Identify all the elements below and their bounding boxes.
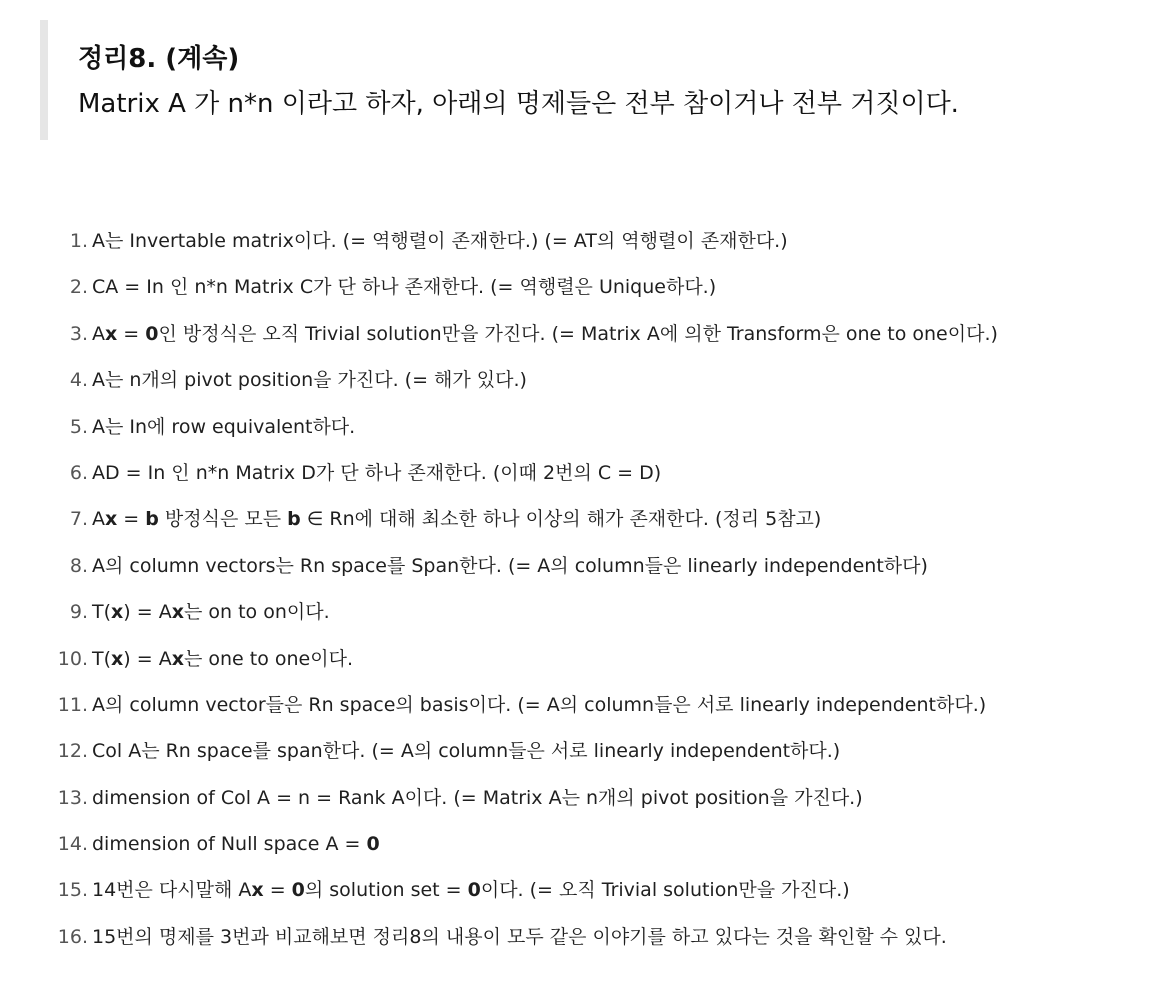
list-item-text <box>92 404 355 450</box>
text-segment: T( <box>92 601 112 624</box>
list-item <box>0 821 1154 867</box>
list-item-text <box>92 357 527 403</box>
list-item-number: 8. <box>69 554 88 577</box>
list-item-number: 3. <box>69 322 88 345</box>
text-segment: ) = A <box>123 601 172 624</box>
text-segment: ∈ Rn에 대해 최소한 하나 이상의 해가 존재한다. (정리 5참고) <box>300 508 822 531</box>
list-item <box>0 357 1154 403</box>
bold-symbol: x <box>111 647 124 670</box>
list-item-number: 14. <box>57 833 88 856</box>
list-item <box>0 636 1154 682</box>
list-item <box>0 218 1154 264</box>
list-item <box>0 264 1154 310</box>
bold-symbol: b <box>287 508 301 531</box>
list-item-number: 2. <box>69 276 88 299</box>
list-item-number: 5. <box>69 415 88 438</box>
text-segment: ) = A <box>123 647 172 670</box>
list-item-text <box>92 450 661 496</box>
proposition-list <box>0 218 1154 960</box>
text-segment: 이다. (= 오직 Trivial solution만을 가진다.) <box>480 879 850 902</box>
text-segment: T( <box>92 647 112 670</box>
list-item-number: 4. <box>69 369 88 392</box>
bold-symbol: 0 <box>291 879 305 902</box>
bold-symbol: x <box>111 601 124 624</box>
list-item-number: 7. <box>69 508 88 531</box>
list-item-number: 13. <box>57 786 88 809</box>
text-segment: AD = In 인 n*n Matrix D가 단 하나 존재한다. (이때 2번의 C = D) <box>92 461 662 484</box>
theorem-blockquote <box>40 20 1100 140</box>
text-segment: Col A는 Rn space를 span한다. (= A의 column들은 서로 linearly independent하다.) <box>92 740 841 763</box>
list-item-text <box>92 636 353 682</box>
list-item-number: 15. <box>57 879 88 902</box>
bold-symbol: 0 <box>145 322 159 345</box>
text-segment: A의 column vector들은 Rn space의 basis이다. (= A의 column들은 서로 linearly independent하다.) <box>92 693 987 716</box>
text-segment: = <box>263 879 292 902</box>
text-segment: 는 one to one이다. <box>183 647 353 670</box>
list-item-text <box>92 821 380 867</box>
text-segment: 방정식은 모든 <box>158 508 288 531</box>
list-item-text <box>92 218 788 264</box>
list-item <box>0 589 1154 635</box>
text-segment: 의 solution set = <box>304 879 468 902</box>
list-item-text <box>92 775 863 821</box>
bold-symbol: x <box>171 647 184 670</box>
list-item <box>0 496 1154 542</box>
list-item-number: 11. <box>57 693 88 716</box>
bold-symbol: x <box>251 879 264 902</box>
text-segment: 는 on to on이다. <box>183 601 330 624</box>
list-item-text <box>92 728 840 774</box>
text-segment: A는 n개의 pivot position을 가진다. (= 해가 있다.) <box>92 369 527 392</box>
bold-symbol: x <box>105 322 118 345</box>
list-item-text <box>92 543 928 589</box>
bold-symbol: b <box>145 508 159 531</box>
list-item-text <box>92 914 947 960</box>
bold-symbol: x <box>105 508 118 531</box>
list-item-text <box>92 311 998 357</box>
list-item <box>0 682 1154 728</box>
list-item <box>0 404 1154 450</box>
list-item <box>0 311 1154 357</box>
list-item-text <box>92 264 716 310</box>
theorem-statement: Matrix A 가 n*n 이라고 하자, 아래의 명제들은 전부 참이거나 전부 거짓이다. <box>78 89 959 119</box>
bold-symbol: x <box>171 601 184 624</box>
text-segment: A의 column vectors는 Rn space를 Span한다. (= A의 column들은 linearly independent하다) <box>92 554 928 577</box>
text-segment: = <box>117 508 146 531</box>
text-segment: 인 방정식은 오직 Trivial solution만을 가진다. (= Matrix A에 의한 Transform은 one to one이다.) <box>158 322 998 345</box>
list-item <box>0 450 1154 496</box>
text-segment: = <box>117 322 146 345</box>
text-segment: A는 In에 row equivalent하다. <box>92 415 356 438</box>
text-segment: CA = In 인 n*n Matrix C가 단 하나 존재한다. (= 역행렬은 Unique하다.) <box>92 276 717 299</box>
list-item <box>0 775 1154 821</box>
text-segment: 15번의 명제를 3번과 비교해보면 정리8의 내용이 모두 같은 이야기를 하고 있다는 것을 확인할 수 있다. <box>92 925 947 948</box>
list-item-text <box>92 589 330 635</box>
list-item <box>0 728 1154 774</box>
list-item-number: 1. <box>69 230 88 252</box>
list-item-number: 10. <box>57 647 88 670</box>
list-item-number: 16. <box>57 925 88 948</box>
list-item-text <box>92 682 986 728</box>
theorem-title: 정리8. (계속) <box>78 44 240 74</box>
list-item <box>0 914 1154 960</box>
bold-symbol: 0 <box>467 879 481 902</box>
list-item <box>0 867 1154 913</box>
list-item-number: 9. <box>69 601 88 624</box>
text-segment: dimension of Col A = n = Rank A이다. (= Matrix A는 n개의 pivot position을 가진다.) <box>92 786 863 809</box>
list-item-text <box>92 496 821 542</box>
list-item-text <box>92 867 850 913</box>
text-segment: A <box>92 508 105 531</box>
text-segment: A <box>92 322 105 345</box>
bold-symbol: 0 <box>366 833 380 856</box>
list-item <box>0 543 1154 589</box>
text-segment: dimension of Null space A = <box>92 833 367 856</box>
text-segment: A는 Invertable matrix이다. (= 역행렬이 존재한다.) (= AT의 역행렬이 존재한다.) <box>92 230 788 252</box>
list-item-number: 12. <box>57 740 88 763</box>
text-segment: 14번은 다시말해 A <box>92 879 252 902</box>
list-item-number: 6. <box>69 461 88 484</box>
